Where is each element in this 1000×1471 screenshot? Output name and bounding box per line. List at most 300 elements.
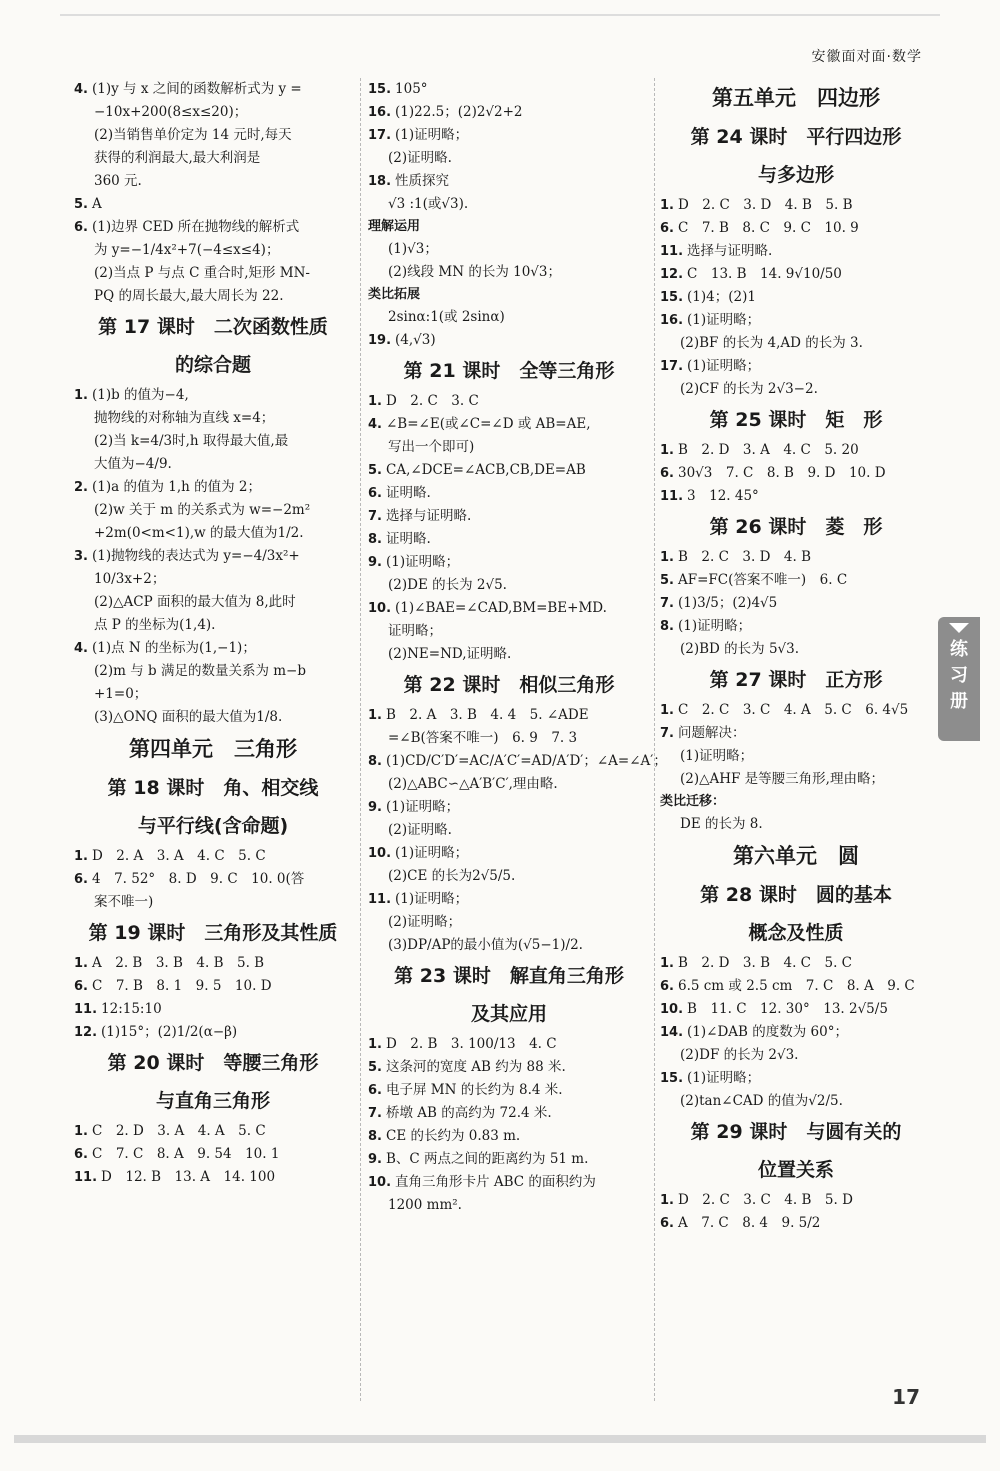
question-number: 12. [74,1025,98,1040]
answer-line [660,439,932,462]
answer-text: (2)线段 MN 的长为 10√3； [388,264,562,280]
lesson-heading: 第 21 课时 全等三角形 [403,360,615,382]
answer-text: (2)m 与 b 满足的数量关系为 m−b [94,663,306,679]
answer-line [368,1079,650,1102]
answer-text: (1)证明略； [687,1070,761,1086]
question-number: 11. [660,489,684,504]
answer-line [368,597,650,620]
question-number: 1. [660,550,674,565]
answer-line [74,124,352,147]
question-number: 5. [74,197,88,212]
answer-line [74,453,352,476]
answer-text: (1)b 的值为−4, [91,387,189,403]
answer-line [368,1171,650,1194]
answer-line [74,706,352,729]
answer-line [660,1044,932,1067]
answer-line [368,528,650,551]
answer-line [74,614,352,637]
answer-line [368,147,650,170]
subheading: 理解运用 [368,219,421,234]
answer-line [660,194,932,217]
question-number: 1. [368,394,382,409]
answer-text: (2)△ABC∽△A′B′C′,理由略. [388,776,558,792]
answer-line [368,193,650,216]
answer-line [74,1120,352,1143]
question-number: 6. [368,486,382,501]
lesson-heading: 的综合题 [174,354,251,376]
answer-line [74,170,352,193]
question-number: 6. [74,1147,88,1162]
question-number: 16. [368,105,392,120]
answer-text: B 2. D 3. A 4. C 5. 20 [677,442,859,458]
answer-text: 证明略； [388,623,442,639]
question-number: 10. [660,1002,684,1017]
answer-line [368,888,650,911]
question-number: 16. [660,313,684,328]
lesson-heading: 第 18 课时 角、相交线 [107,777,319,799]
lesson-heading: 第 29 课时 与圆有关的 [690,1121,902,1143]
question-number: 5. [660,573,674,588]
question-number: 8. [660,619,674,634]
question-number: 10. [368,601,392,616]
answer-line [74,975,352,998]
lesson-heading: 与多边形 [757,164,834,186]
answer-text: D 2. A 3. A 4. C 5. C [91,848,266,864]
answer-text: B 11. C 12. 30° 13. 2√5/5 [687,1001,888,1017]
answer-text: (2)NE=ND,证明略. [388,646,512,662]
answer-text: 大值为−4/9. [94,456,172,472]
answer-line [74,683,352,706]
answer-line [368,482,650,505]
answer-text: (1)15°；(2)1/2(α−β) [101,1024,238,1040]
question-number: 5. [368,1060,382,1075]
answer-column-2 [368,78,667,1217]
answer-text: (4,√3) [395,332,436,348]
unit-heading: 第四单元 三角形 [129,737,297,761]
answer-text: (1)证明略； [395,891,469,907]
answer-line [660,998,932,1021]
page-number: 17 [892,1385,920,1409]
answer-line [368,1148,650,1171]
answer-line [660,975,932,998]
question-number: 14. [660,1025,684,1040]
side-tab-label [938,637,980,715]
question-number: 8. [368,754,382,769]
footer-rule [14,1435,986,1443]
answer-text: A [91,196,102,212]
answer-text: CA,∠DCE=∠ACB,CB,DE=AB [385,462,586,478]
lesson-heading: 位置关系 [757,1159,834,1181]
side-tab[interactable] [938,617,980,741]
answer-text: A 7. C 8. 4 9. 5/2 [677,1215,821,1231]
lesson-heading: 第 19 课时 三角形及其性质 [88,922,338,944]
answer-text: 获得的利润最大,最大利润是 [94,150,261,166]
answer-line [660,615,932,638]
answer-text: A 2. B 3. B 4. B 5. B [91,955,265,971]
answer-text: (2)当销售单价定为 14 元时,每天 [94,127,292,143]
answer-text: 3 12. 45° [687,488,759,504]
answer-line [74,568,352,591]
question-number: 7. [368,509,382,524]
answer-column-3 [660,78,932,1235]
question-number: 8. [368,532,382,547]
lesson-heading: 概念及性质 [748,922,844,944]
lesson-heading: 与平行线(含命题) [137,815,289,837]
answer-line [660,332,932,355]
answer-line [74,891,352,914]
answer-line [660,263,932,286]
question-number: 11. [368,892,392,907]
answer-line [368,170,650,193]
answer-text: (1)CD/C′D′=AC/A′C′=AD/A′D′；∠A=∠A′； [385,753,667,769]
answer-text: D 2. C 3. D 4. B 5. B [677,197,853,213]
question-number: 17. [660,359,684,374]
answer-line [660,240,932,263]
answer-line [368,390,650,413]
answer-line [368,101,650,124]
answer-line [660,638,932,661]
question-number: 1. [74,956,88,971]
answer-line [368,842,650,865]
question-number: 1. [368,1037,382,1052]
answer-line [368,643,650,666]
question-number: 18. [368,174,392,189]
answer-text: √3 :1(或√3). [388,196,469,212]
answer-text: (2)BD 的长为 5√3. [680,641,800,657]
answer-text: (2)DF 的长为 2√3. [680,1047,799,1063]
answer-text: (1)点 N 的坐标为(1,−1)； [91,640,256,656]
answer-text: C 2. D 3. A 4. A 5. C [91,1123,266,1139]
question-number: 1. [660,703,674,718]
answer-text: (1)证明略； [395,845,469,861]
answer-text: 1200 mm². [388,1197,462,1213]
answer-text: CE 的长约为 0.83 m. [385,1128,521,1144]
question-number: 3. [74,549,88,564]
answer-line [74,1021,352,1044]
answer-line [660,1212,932,1235]
answer-text: (1)4；(2)1 [687,289,756,305]
answer-line [368,865,650,888]
answer-line [368,574,650,597]
question-number: 6. [74,872,88,887]
answer-text: (2)△AHF 是等腰三角形,理由略； [680,771,884,787]
lesson-heading: 及其应用 [470,1003,547,1025]
answer-line [368,704,650,727]
answer-column-1 [74,78,352,1189]
answer-text: DE 的长为 8. [680,816,763,832]
answer-line [660,699,932,722]
answer-line [368,78,650,101]
question-number: 11. [660,244,684,259]
answer-line [368,505,650,528]
answer-line [74,193,352,216]
answer-text: −10x+200(8≤x≤20)； [94,104,248,120]
answer-text: (2)CE 的长为2√5/5. [388,868,516,884]
answer-text: 证明略. [385,485,431,501]
answer-text: PQ 的周长最大,最大周长为 22. [94,288,284,304]
column-divider [360,78,361,1401]
answer-line [368,551,650,574]
question-number: 1. [660,198,674,213]
answer-line [368,306,650,329]
answer-line [368,819,650,842]
answer-line [368,1194,650,1217]
answer-line [660,217,932,240]
answer-text: (2)证明略； [388,914,462,930]
question-number: 1. [660,956,674,971]
answer-line [368,238,650,261]
lesson-heading: 第 25 课时 矩 形 [709,409,883,431]
answer-text: AF=FC(答案不唯一) 6. C [677,572,848,588]
answer-line [74,998,352,1021]
answer-line [74,147,352,170]
answer-text: 为 y=−1/4x²+7(−4≤x≤4)； [94,242,280,258]
answer-line [660,1189,932,1212]
answer-line [660,813,932,836]
question-number: 17. [368,128,392,143]
answer-line [660,485,932,508]
question-number: 4. [74,82,88,97]
answer-text: +2m(0<m<1),w 的最大值为1/2. [94,525,304,541]
answer-line [660,1067,932,1090]
answer-line [368,329,650,352]
answer-text: (1)3/5；(2)4√5 [677,595,778,611]
answer-text: C 2. C 3. C 4. A 5. C 6. 4√5 [677,702,909,718]
answer-line [368,750,667,773]
answer-line [74,262,352,285]
answer-line [74,845,352,868]
question-number: 4. [368,417,382,432]
question-number: 15. [660,290,684,305]
column-divider [654,78,655,1401]
question-number: 10. [368,846,392,861]
answer-text: D 2. B 3. 100/13 4. C [385,1036,557,1052]
answer-line [74,285,352,308]
question-number: 8. [368,1129,382,1144]
answer-text: C 13. B 14. 9√10/50 [687,266,842,282]
answer-text: (1)证明略； [687,358,761,374]
answer-text: (3)△ONQ 面积的最大值为1/8. [94,709,283,725]
side-tab-char: 练 [950,639,968,660]
unit-heading: 第五单元 四边形 [712,86,880,110]
answer-line [660,768,932,791]
answer-line [368,934,650,957]
answer-line [368,796,650,819]
answer-line [74,239,352,262]
question-number: 1. [74,1124,88,1139]
answer-line [660,378,932,401]
question-number: 7. [660,596,674,611]
answer-text: B 2. C 3. D 4. B [677,549,811,565]
subheading: 类比迁移： [660,794,726,809]
answer-line [368,436,650,459]
answer-text: 10/3x+2； [94,571,166,587]
answer-line [74,384,352,407]
question-number: 9. [368,555,382,570]
answer-text: (2)BF 的长为 4,AD 的长为 3. [680,335,863,351]
question-number: 6. [660,466,674,481]
side-tab-char: 册 [950,691,968,712]
answer-text: 电子屏 MN 的长约为 8.4 米. [385,1082,563,1098]
answer-text: 写出一个即可) [388,439,475,455]
answer-text: 性质探究 [395,173,450,189]
answer-line [660,1021,932,1044]
answer-line [660,546,932,569]
question-number: 6. [660,221,674,236]
answer-text: (1)证明略； [395,127,469,143]
answer-text: ∠B=∠E(或∠C=∠D 或 AB=AE, [385,416,591,432]
question-number: 11. [74,1170,98,1185]
answer-line [74,407,352,430]
lesson-heading: 第 28 课时 圆的基本 [700,884,892,906]
answer-line [368,124,650,147]
question-number: 5. [368,463,382,478]
answer-line [660,569,932,592]
question-number: 19. [368,333,392,348]
question-number: 6. [660,1216,674,1231]
answer-line [660,309,932,332]
answer-line [74,1143,352,1166]
question-number: 6. [74,220,88,235]
answer-line [368,413,650,436]
question-number: 9. [368,1152,382,1167]
answer-line [368,459,650,482]
answer-line [368,261,650,284]
answer-line [74,430,352,453]
answer-text: (1)抛物线的表达式为 y=−4/3x²+ [91,548,300,564]
lesson-heading: 与直角三角形 [155,1090,270,1112]
answer-line [74,522,352,545]
subheading: 类比拓展 [368,287,421,302]
side-tab-char: 习 [950,665,968,686]
answer-text: 这条河的宽度 AB 约为 88 米. [385,1059,566,1075]
answer-text: 直角三角形卡片 ABC 的面积约为 [395,1174,596,1190]
answer-text: 选择与证明略. [385,508,472,524]
answer-text: (3)DP/AP的最小值为(√5−1)/2. [388,937,583,953]
answer-line [74,660,352,683]
answer-text: 证明略. [385,531,431,547]
answer-text: (1)a 的值为 1,h 的值为 2； [91,479,261,495]
answer-text: (2)DE 的长为 2√5. [388,577,507,593]
answer-text: B、C 两点之间的距离约为 51 m. [385,1151,589,1167]
answer-text: (2)tan∠CAD 的值为√2/5. [680,1093,843,1109]
answer-text: (1)边界 CED 所在抛物线的解析式 [91,219,300,235]
unit-heading: 第六单元 圆 [733,844,859,868]
answer-line [74,868,352,891]
answer-line [660,1090,932,1113]
answer-text: (1)证明略； [680,748,754,764]
answer-line [74,78,352,101]
answer-text: (2)CF 的长为 2√3−2. [680,381,818,397]
answer-line [74,545,352,568]
question-number: 1. [660,443,674,458]
answer-text: 问题解决： [677,725,746,741]
answer-text: (1)∠BAE=∠CAD,BM=BE+MD. [395,600,607,616]
answer-text: 12:15:10 [101,1001,162,1017]
answer-text: (1)22.5；(2)2√2+2 [395,104,523,120]
answer-text: D 2. C 3. C 4. B 5. D [677,1192,853,1208]
answer-text: B 2. A 3. B 4. 4 5. ∠ADE [385,707,589,723]
answer-text: (1)证明略； [687,312,761,328]
answer-text: 30√3 7. C 8. B 9. D 10. D [677,465,886,481]
answer-text: B 2. D 3. B 4. C 5. C [677,955,852,971]
answer-line [368,773,650,796]
answer-line [74,1166,352,1189]
question-number: 1. [74,849,88,864]
answer-text: (1)√3； [388,241,438,257]
answer-text: 点 P 的坐标为(1,4). [94,617,216,633]
answer-line [74,216,352,239]
question-number: 12. [660,267,684,282]
answer-text: 抛物线的对称轴为直线 x=4； [94,410,275,426]
answer-line [660,592,932,615]
answer-text: (2)w 关于 m 的关系式为 w=−2m² [94,502,311,518]
question-number: 2. [74,480,88,495]
lesson-heading: 第 17 课时 二次函数性质 [98,316,328,338]
question-number: 11. [74,1002,98,1017]
answer-line [660,462,932,485]
answer-text: (2)证明略. [388,822,452,838]
answer-line [368,911,650,934]
answer-line [368,1125,650,1148]
answer-text: 4 7. 52° 8. D 9. C 10. 0(答 [91,871,305,887]
question-number: 6. [74,979,88,994]
answer-text: 105° [395,81,428,97]
question-number: 6. [660,979,674,994]
answer-text: C 7. B 8. 1 9. 5 10. D [91,978,272,994]
answer-text: D 12. B 13. A 14. 100 [101,1169,276,1185]
answer-text: D 2. C 3. C [385,393,479,409]
question-number: 4. [74,641,88,656]
lesson-heading: 第 23 课时 解直角三角形 [394,965,624,987]
question-number: 7. [368,1106,382,1121]
lesson-heading: 第 22 课时 相似三角形 [403,674,615,696]
question-number: 6. [368,1083,382,1098]
answer-line [74,637,352,660]
answer-line [660,355,932,378]
answer-line [74,101,352,124]
answer-text: 6.5 cm 或 2.5 cm 7. C 8. A 9. C [677,978,915,994]
answer-line [368,1056,650,1079]
answer-text: (1)证明略； [677,618,752,634]
top-rule [60,14,940,16]
question-number: 15. [368,82,392,97]
answer-line [368,1033,650,1056]
answer-text: (1)证明略； [385,799,460,815]
answer-text: 选择与证明略. [687,243,773,259]
tab-arrow-icon [949,623,969,633]
answer-text: 2sinα:1(或 2sinα) [388,309,505,325]
lesson-heading: 第 27 课时 正方形 [709,669,883,691]
answer-text: C 7. C 8. A 9. 54 10. 1 [91,1146,280,1162]
answer-text: (2)当 k=4/3时,h 取得最大值,最 [94,433,289,449]
answer-text: C 7. B 8. C 9. C 10. 9 [677,220,859,236]
answer-line [74,499,352,522]
question-number: 15. [660,1071,684,1086]
question-number: 1. [660,1193,674,1208]
question-number: 1. [74,388,88,403]
lesson-heading: 第 20 课时 等腰三角形 [107,1052,319,1074]
answer-text: (2)当点 P 与点 C 重合时,矩形 MN- [94,265,310,281]
answer-text: (2)证明略. [388,150,452,166]
answer-text: (2)△ACP 面积的最大值为 8,此时 [94,594,296,610]
answer-line [368,727,650,750]
question-number: 10. [368,1175,392,1190]
question-number: 7. [660,726,674,741]
page-header: 安徽面对面·数学 [811,49,922,65]
answer-text: (1)y 与 x 之间的函数解析式为 y = [91,81,302,97]
answer-text: 桥墩 AB 的高约为 72.4 米. [385,1105,552,1121]
